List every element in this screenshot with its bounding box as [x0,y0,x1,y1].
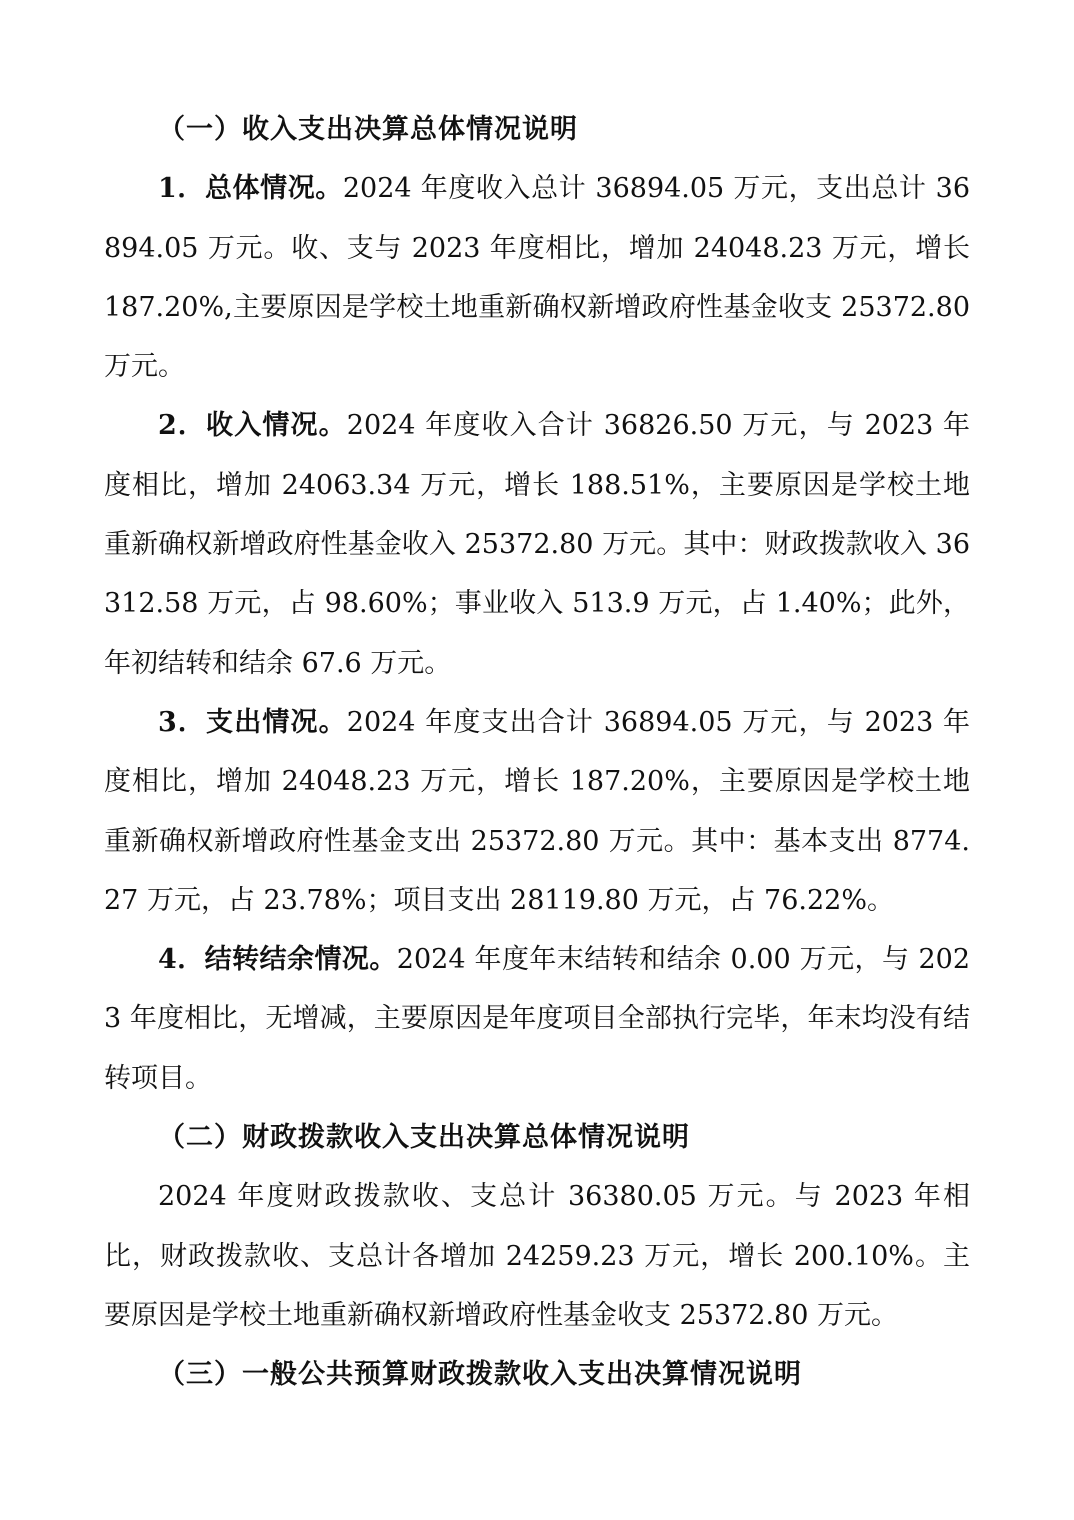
income-situation-text: 2024 年度收入合计 36826.50 万元，与 2023 年度相比，增加 24063.34 万元，增长 188.51%，主要原因是学校土地重新确权新增政府性基金收入 25372.80 万元。其中：财政拨款收入 36312.58 万元，占 98.60%；事业收入 513.9 万元，占 1.40%；此外，年初结转和结余 67.6 万元。 [104,410,971,679]
section-2-heading: （二）财政拨款收入支出决算总体情况说明 [158,1122,690,1154]
income-situation-paragraph [104,396,970,692]
document-page [104,100,970,1405]
overall-situation-text: 2024 年度收入总计 36894.05 万元，支出总计 36894.05 万元。收、支与 2023 年度相比，增加 24048.23 万元，增长 187.20%,主要原因是学校土地重新确权新增政府性基金收支 25372.80 万元。 [104,173,970,383]
overall-situation-paragraph [104,159,970,396]
expenditure-situation-lead: 3．支出情况。 [158,706,347,738]
income-situation-lead: 2．收入情况。 [158,410,347,442]
overall-situation-lead: 1．总体情况。 [158,173,343,205]
section-1-heading: （一）收入支出决算总体情况说明 [158,114,578,145]
carryover-situation-paragraph [104,930,970,1108]
expenditure-situation-paragraph [104,693,970,930]
fiscal-appropriation-paragraph: 2024 年度财政拨款收、支总计 36380.05 万元。与 2023 年相比，财政拨款收、支总计各增加 24259.23 万元，增长 200.10%。主要原因是学校土地重新确权新增政府性基金收支 25372.80 万元。 [104,1181,970,1331]
carryover-situation-lead: 4．结转结余情况。 [158,944,397,976]
expenditure-situation-text: 2024 年度支出合计 36894.05 万元，与 2023 年度相比，增加 24048.23 万元，增长 187.20%，主要原因是学校土地重新确权新增政府性基金支出 25372.80 万元。其中：基本支出 8774.27 万元，占 23.78%；项目支出 28119.80 万元，占 76.22%。 [104,706,971,916]
section-3-heading: （三）一般公共预算财政拨款收入支出决算情况说明 [158,1359,802,1391]
carryover-situation-text: 2024 年度年末结转和结余 0.00 万元，与 2023 年度相比，无增减，主要原因是年度项目全部执行完毕，年末均没有结转项目。 [104,944,970,1094]
